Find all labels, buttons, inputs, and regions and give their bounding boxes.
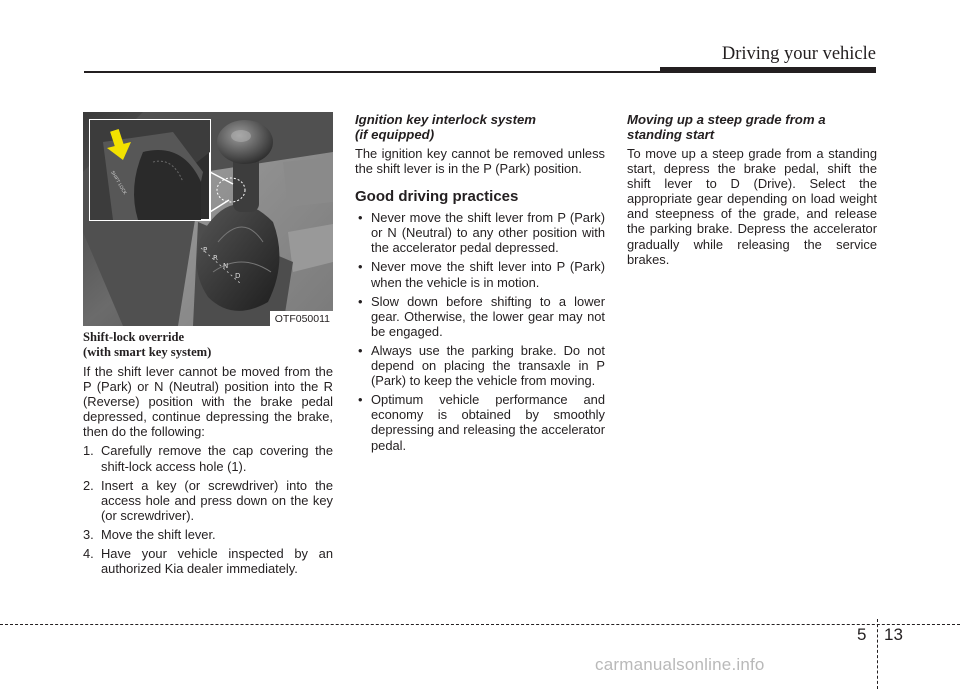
svg-text:SHIFT LOCK: SHIFT LOCK [109,170,127,196]
page-number: 13 [884,625,903,644]
steep-grade-subheading-line-2: standing start [627,127,715,142]
header-rule [84,71,660,73]
section-title: Driving your vehicle [721,44,876,64]
left-column [83,112,333,580]
svg-text:P: P [203,246,208,254]
step-text: Have your vehicle inspected by an authorized Kia dealer immediately. [101,546,333,577]
step-item [83,527,333,542]
list-item [355,259,605,289]
list-item-text: Never move the shift lever from P (Park) or N (Neutral) to any other position with the accelerator pedal depressed. [371,210,605,256]
list-item [355,392,605,452]
list-item-text: Optimum vehicle performance and economy is obtained by smoothly depressing and releasing the accelerator pedal. [371,392,605,453]
chapter-number: 5 [857,625,867,644]
steep-grade-subheading [627,112,877,142]
figure-code: OTF050011 [270,311,333,326]
practices-heading: Good driving practices [355,188,519,206]
step-item [83,443,333,473]
list-item [355,210,605,255]
step-number: 2. [83,477,94,493]
step-text: Insert a key (or screwdriver) into the access hole and press down on the key (or screwdriver). [101,477,333,523]
interlock-subheading [355,112,605,142]
svg-text:D: D [235,272,241,280]
bullet-icon: • [358,210,363,226]
header-rule-accent [660,67,876,73]
shift-lever-photo [83,112,333,326]
list-item [355,294,605,339]
list-item-text: Never move the shift lever into P (Park) when the vehicle is in motion. [371,259,605,290]
bullet-icon: • [358,293,363,309]
shift-lock-steps [83,443,333,576]
steep-grade-subheading-line-1: Moving up a steep grade from a [627,112,826,127]
bullet-icon: • [358,259,363,275]
caption-line-1: Shift-lock override [83,330,185,344]
step-text: Move the shift lever. [101,526,216,542]
figure-caption [83,330,333,360]
step-text: Carefully remove the cap covering the shift-lock access hole (1). [101,443,333,474]
list-item-text: Always use the parking brake. Do not depend on placing the transaxle in P (Park) to keep the vehicle from moving. [371,342,605,389]
caption-line-2: (with smart key system) [83,345,212,359]
shift-lock-intro: If the shift lever cannot be moved from the P (Park) or N (Neutral) position into the R (Reverse) position with the brake pedal depressed, continue depressing the brake, then do the following: [83,364,333,440]
footer-divider [877,619,878,689]
step-item [83,478,333,523]
step-number: 3. [83,526,94,542]
svg-text:R: R [213,254,218,262]
list-item-text: Slow down before shifting to a lower gear. Otherwise, the lower gear may not be engaged. [371,293,605,339]
interlock-text: The ignition key cannot be removed unless the shift lever is in the P (Park) position. [355,146,605,177]
svg-text:N: N [223,262,229,270]
right-column [627,112,877,271]
interlock-subheading-line-2: (if equipped) [355,127,435,142]
shift-lever-illustration [83,112,333,326]
steep-grade-text: To move up a steep grade from a standing start, depress the brake pedal, shift the shift lever to D (Drive). Select the appropriate gear depending on load weight and steepness of the grade, and release the parking brake. Depress the accelerator gradually while releasing the service brakes. [627,146,877,267]
list-item [355,343,605,388]
middle-column [355,112,605,457]
bullet-icon: • [358,392,363,408]
step-number: 1. [83,443,94,459]
step-item [83,546,333,576]
practices-list [355,210,605,452]
step-number: 4. [83,546,94,562]
watermark: carmanualsonline.info [595,655,765,674]
interlock-subheading-line-1: Ignition key interlock system [355,112,537,127]
footer-rule [0,624,960,625]
bullet-icon: • [358,342,363,358]
